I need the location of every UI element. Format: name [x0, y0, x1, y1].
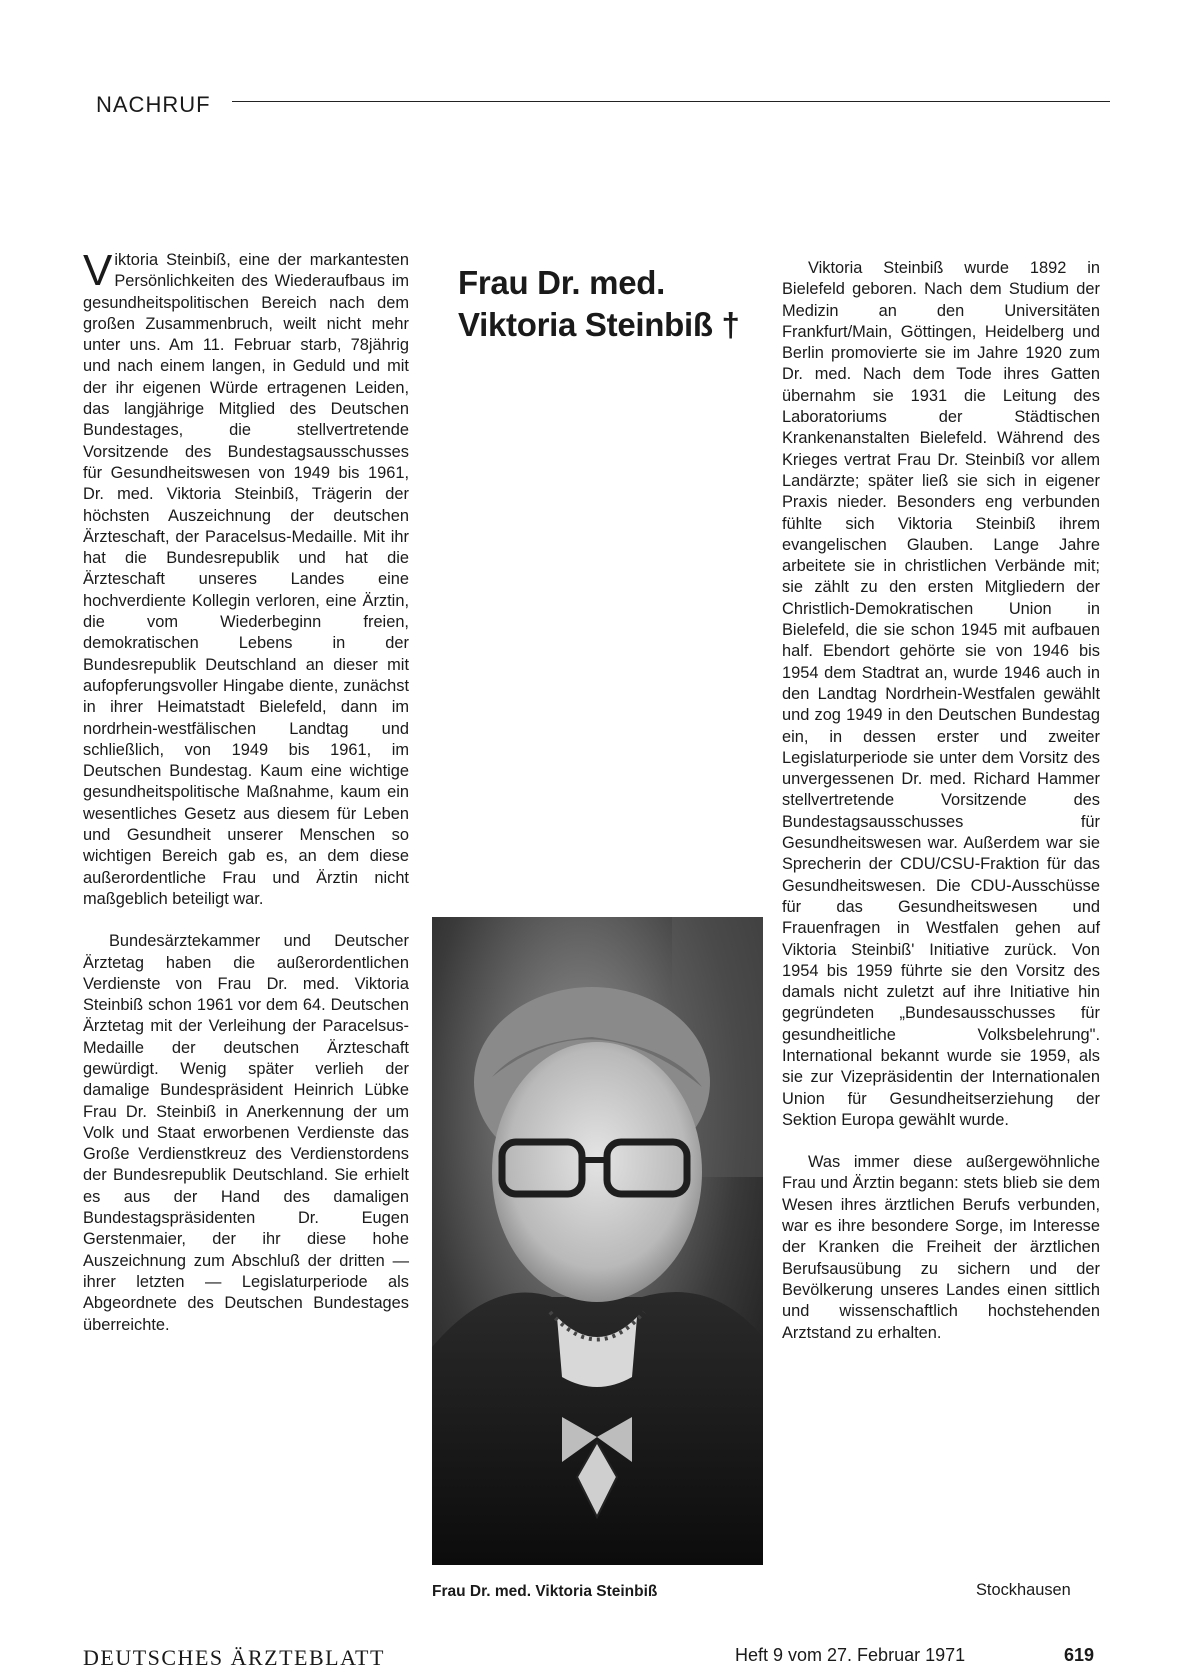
left-paragraph-1-text: iktoria Steinbiß, eine der markantesten Persönlichkeiten des Wiederaufbaus im gesundheitspolitischen Bereich nach dem großen Zusammenbruch, weilt nicht mehr unter uns. Am 11. Februar starb, 78jährig und nach einem langen, in Geduld und mit der ihr eigenen Würde ertragenen Leiden, das langjährige Mitglied des Deutschen Bundestages, die stellvertretende Vorsitzende des Bundestagsausschusses für Gesundheitswesen von 1949 bis 1961, Dr. med. Viktoria Steinbiß, Trägerin der höchsten Auszeichnung der deutschen Ärzteschaft, der Paracelsus-Medaille. Mit ihr hat die Bundesrepublik und hat die Ärzteschaft unseres Landes eine hochverdiente Kollegin verloren, eine Ärztin, die vom Wiederbeginn freien, demokratischen Lebens in der Bundesrepublik Deutschland an dieser mit aufopferungsvoller Hingabe diente, zunächst in ihrer Heimatstadt Bielefeld, dann im nordrhein-westfälischen Landtag und schließlich, von 1949 bis 1961, im Deutschen Bundestag. Kaum eine wichtige gesundheitspolitische Maßnahme, kaum ein wesentliches Gesetz aus diesem für Leben und Gesundheit unserer Menschen so wichtigen Bereich gab es, an dem diese außerordentliche Frau und Ärztin nicht maßgeblich beteiligt war.: [83, 251, 409, 908]
header-rule: [232, 101, 1110, 102]
left-column: [83, 246, 409, 1336]
right-paragraph-1: Viktoria Steinbiß wurde 1892 in Bielefeld geboren. Nach dem Studium der Medizin an den Universitäten Frankfurt/Main, Göttingen, Heidelberg und Berlin promovierte sie im Jahre 1920 zum Dr. med. Nach dem Tode ihres Gatten übernahm sie 1931 die Leitung des Laboratoriums der Städtischen Krankenanstalten Bielefeld. Während des Krieges vertrat Frau Dr. Steinbiß vor allem Landärzte; später ließ sie sich in eigener Praxis nieder. Besonders eng verbunden fühlte sich Viktoria Steinbiß ihrem evangelischen Glauben. Lange Jahre arbeitete sie in christlichen Verbände mit; sie zählt zu den ersten Mitgliedern der Christlich-Demokratischen Union in Bielefeld, die sie schon 1945 mit aufbauen half. Ebendort gehörte sie von 1946 bis 1954 dem Stadtrat an, wurde 1946 auch in den Landtag Nordrhein-Westfalen gewählt und zog 1949 in den Deutschen Bundestag ein, in dessen erster und zweiter Legislaturperiode sie unter dem Vorsitz des unvergessenen Dr. med. Richard Hammer stellvertretende Vorsitzende des Bundestagsausschusses für Gesundheitswesen war. Außerdem war sie Sprecherin der CDU/CSU-Fraktion für das Gesundheitswesen. Die CDU-Ausschüsse für das Gesundheitswesen und Frauenfragen in Westfalen gehen auf Viktoria Steinbiß' Initiative zurück. Von 1954 bis 1959 führte sie den Vorsitz des damals nicht zuletzt auf ihre Initiative hin gegründeten „Bundesausschusses für gesundheitliche Volksbelehrung". International bekannt wurde sie 1959, als sie zur Vizepräsidentin der Internationalen Union für Gesundheitserziehung der Sektion Europa gewählt wurde.: [782, 259, 1100, 1129]
footer-issue: Heft 9 vom 27. Februar 1971: [735, 1645, 966, 1665]
left-paragraph-2: Bundesärztekammer und Deutscher Ärztetag haben die außerordentlichen Verdienste von Frau Dr. med. Viktoria Steinbiß schon 1961 vor dem 64. Deutschen Ärztetag mit der Verleihung der Paracelsus-Medaille der deutschen Ärzteschaft gewürdigt. Wenig später verlieh der damalige Bundespräsident Heinrich Lübke Frau Dr. Steinbiß in Anerkennung der um Volk und Staat erworbenen Verdienste das Große Verdienstkreuz des Verdienstordens der Bundesrepublik Deutschland. Sie erhielt es aus der Hand des damaligen Bundestagspräsidenten Dr. Eugen Gerstenmaier, der ihr diese hohe Auszeichnung zum Abschluß der dritten — ihrer letzten — Legislaturperiode als Abgeordnete des Deutschen Bundestages überreichte.: [83, 932, 409, 1334]
footer-journal-title: DEUTSCHES ÄRZTEBLATT: [83, 1645, 385, 1670]
section-label: NACHRUF: [96, 92, 211, 117]
headline-line-1: Frau Dr. med.: [458, 264, 665, 301]
drop-cap: V: [83, 246, 113, 295]
headline: [458, 262, 768, 346]
page-number: 619: [1064, 1645, 1095, 1665]
right-paragraph-2: Was immer diese außergewöhnliche Frau und Ärztin begann: stets blieb sie dem Wesen ihres ärztlichen Berufs verbunden, war es ihre besondere Sorge, im Interesse der Kranken die Freiheit der ärztlichen Berufsausübung zu sichern und der Bevölkerung unseres Landes einen sittlich und wissenschaftlich hochstehenden Arztstand zu erhalten.: [782, 1153, 1100, 1342]
right-column: [782, 258, 1100, 1344]
photo-caption: Frau Dr. med. Viktoria Steinbiß: [432, 1583, 658, 1600]
author-signature: Stockhausen: [976, 1581, 1071, 1599]
portrait-photo: [432, 917, 763, 1565]
headline-line-2: Viktoria Steinbiß †: [458, 306, 740, 343]
left-paragraph-1: [83, 246, 409, 910]
